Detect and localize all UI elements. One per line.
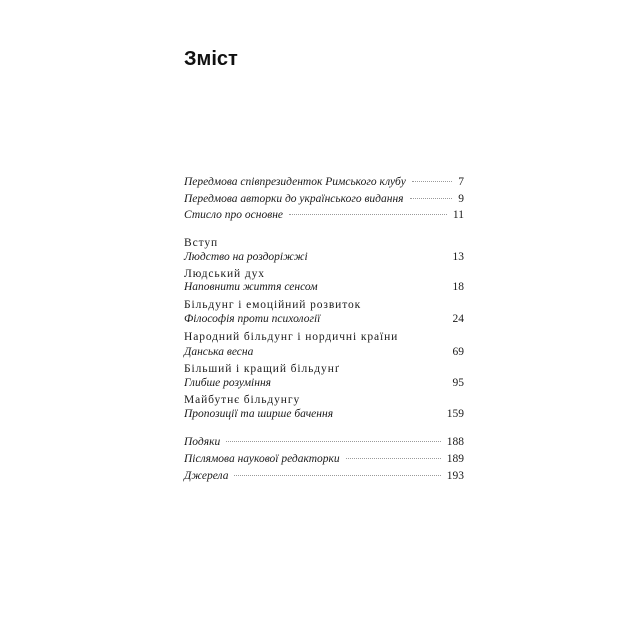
toc-page-number: 69	[452, 346, 464, 358]
dot-leader	[226, 440, 441, 442]
chapter-subtitle: Людство на роздоріжжі	[184, 251, 308, 263]
toc-page-number: 159	[446, 408, 464, 420]
dot-leader	[346, 457, 441, 459]
chapter-subtitle: Глибше розуміння	[184, 377, 272, 389]
toc-entry-label: Післямова наукової редакторки	[184, 453, 340, 465]
chapter-title: Людський дух	[184, 268, 265, 280]
toc-entry-label: Стисло про основне	[184, 209, 284, 221]
toc-page-number: 189	[446, 453, 464, 465]
chapter-subtitle-row	[184, 311, 464, 327]
chapter-title: Вступ	[184, 237, 219, 249]
chapter-subtitle-row	[184, 406, 464, 422]
chapter-subtitle-row	[184, 375, 464, 391]
dot-leader	[234, 474, 440, 476]
toc-page-number: 193	[446, 470, 464, 482]
toc-entry	[184, 468, 464, 484]
chapter-subtitle-row	[184, 279, 464, 295]
toc-page-number: 9	[458, 193, 464, 205]
toc-entry-label: Подяки	[184, 436, 221, 448]
toc-entry	[184, 174, 464, 190]
toc-page-number: 11	[452, 209, 464, 221]
dot-leader	[289, 213, 447, 215]
toc-entry	[184, 434, 464, 450]
chapter-title: Більший і кращий більдунґ	[184, 363, 340, 375]
toc-entry	[184, 207, 464, 223]
chapter-title: Народний більдунг і нордичні країни	[184, 331, 399, 343]
toc-page-number: 7	[458, 176, 464, 188]
toc-entry	[184, 191, 464, 207]
chapter-title: Більдунг і емоційний розвиток	[184, 299, 362, 311]
toc-entry-label: Джерела	[184, 470, 229, 482]
dot-leader	[412, 180, 452, 182]
chapter-subtitle-row	[184, 249, 464, 265]
toc-page-number: 13	[452, 251, 464, 263]
toc-entry-label: Передмова співпрезиденток Римського клубу	[184, 176, 406, 188]
chapter-subtitle: Пропозиції та ширше бачення	[184, 408, 334, 420]
toc-page-number: 188	[446, 436, 464, 448]
chapter-subtitle: Наповнити життя сенсом	[184, 281, 318, 293]
chapter-subtitle-row	[184, 344, 464, 360]
toc-page-number: 95	[452, 377, 464, 389]
chapter-subtitle: Філософія проти психології	[184, 313, 321, 325]
toc-entry-label: Передмова авторки до українського видання	[184, 193, 404, 205]
chapter-subtitle: Данська весна	[184, 346, 254, 358]
toc-entry	[184, 451, 464, 467]
chapter-title: Майбутнє більдунгу	[184, 394, 301, 406]
dot-leader	[410, 197, 453, 199]
toc-page-number: 24	[452, 313, 464, 325]
page-title: Зміст	[184, 48, 238, 70]
toc-page-number: 18	[452, 281, 464, 293]
